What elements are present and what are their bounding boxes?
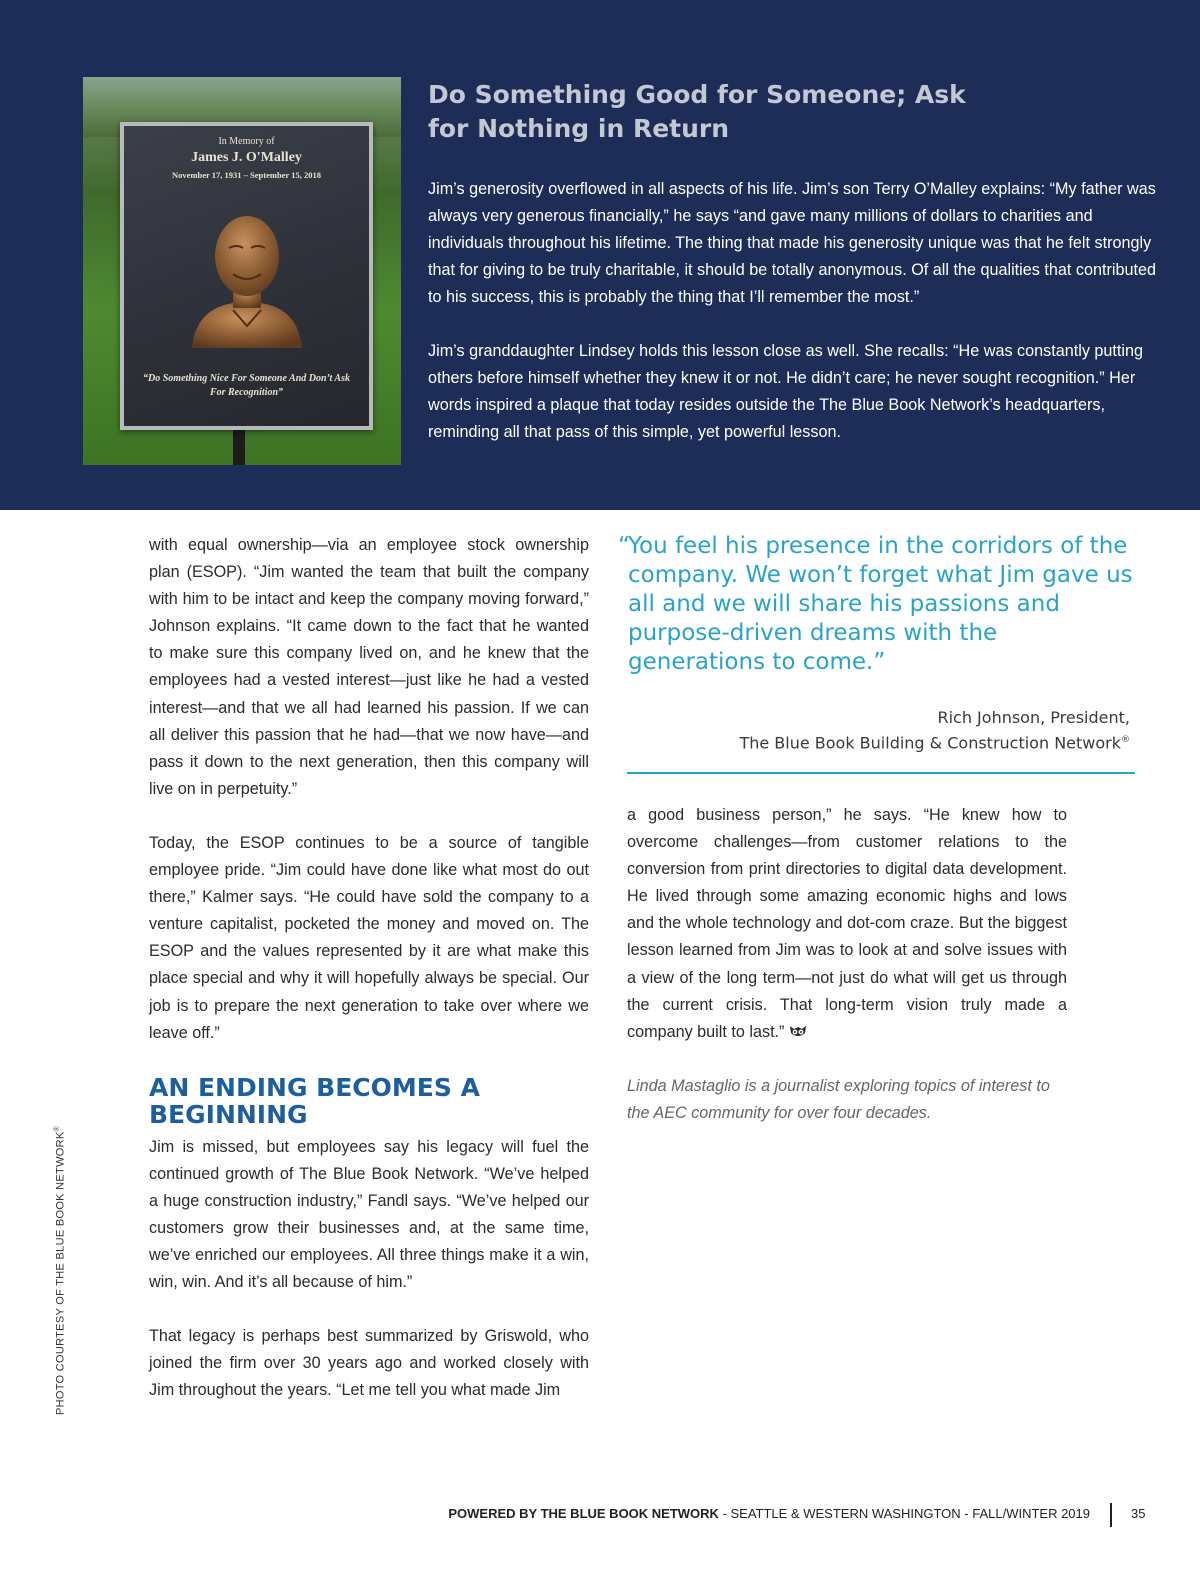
plaque-quote: “Do Something Nice For Someone And Don’t Ask For Recognition”: [143, 373, 350, 398]
sidebar-banner: [0, 0, 1200, 510]
plaque-dates: November 17, 1931 – September 15, 2018: [172, 170, 321, 180]
attribution-org: [620, 729, 1130, 754]
attribution-org-name: The Blue Book Building & Construction Network: [739, 733, 1121, 753]
body-paragraph: Jim is missed, but employees say his legacy will fuel the continued growth of The Blue Book Network. “We’ve helped a huge construction industry,” Fandl says. “We’ve helped our customers grow their businesses and, at the same time, we’ve enriched our employees. All three things make it a win, win, win. And it’s all because of him.”: [149, 1137, 589, 1292]
body-paragraph: with equal ownership—via an employee stock ownership plan (ESOP). “Jim wanted the team that built the company with him to be intact and keep the company moving forward,” Johnson explains. “It came down to the fact that he wanted to make sure this company lived on, and he knew that the employees had a vested interest—just like he had a vested interest—and that we all had learned his passion. If we can all deliver this passion that he had—that we now have—and pass it down to the next generation, then this company will live on in perpetuity.”: [149, 536, 589, 798]
photo-credit-text: PHOTO COURTESY OF THE BLUE BOOK NETWORK: [54, 1131, 67, 1415]
sidebar-paragraph: Jim’s generosity overflowed in all aspects of his life. Jim’s son Terry O’Malley explains: “My father was always very generous financially,” he says “and gave many millions of dollars to charities and individuals throughout his lifetime. The thing that made his generosity unique was that he felt strongly that for giving to be truly charitable, it should be totally anonymous. Of all the qualities that contributed to his success, this is probably the thing that I’ll remember the most.”: [428, 180, 1156, 306]
body-paragraph: Today, the ESOP continues to be a source of tangible employee pride. “Jim could have done like what most do out there,” Kalmer says. “He could have sold the company to a venture capitalist, pocketed the money and moved on. The ESOP and the values represented by it are what make this place special and why it will hopefully always be special. Our job is to prepare the next generation to take over where we leave off.”: [149, 833, 589, 1042]
plaque-heading: In Memory of: [218, 136, 275, 147]
footer-edition: - SEATTLE & WESTERN WASHINGTON - FALL/WINTER 2019: [718, 1506, 1090, 1521]
quote-divider: [627, 772, 1135, 774]
footer-publication: POWERED BY THE BLUE BOOK NETWORK: [448, 1506, 719, 1521]
sidebar-paragraph: Jim’s granddaughter Lindsey holds this lesson close as well. She recalls: “He was constantly putting others before himself whether they knew it or not. He didn’t care; he never sought recognition.” Her words inspired a plaque that today resides outside the The Blue Book Network’s headquarters, reminding all that pass of this simple, yet powerful lesson.: [428, 342, 1144, 441]
right-column: [627, 802, 1067, 1154]
bronze-bust-relief: [187, 198, 307, 348]
open-quote-mark: “: [618, 533, 630, 559]
body-paragraph: That legacy is perhaps best summarized by Griswold, who joined the firm over 30 years ago and worked closely with Jim throughout the years. “Let me tell you what made Jim: [149, 1327, 589, 1400]
plaque-name: James J. O'Malley: [191, 150, 302, 165]
pull-quote-text: You feel his presence in the corridors of the company. We won’t forget what Jim gave us all and we will share his passions and purpose-driven dreams with the generations to come.”: [628, 533, 1133, 675]
body-text: a good business person,” he says. “He knew how to overcome challenges—from customer relations to the conversion from print directories to digital data development. He lived through some amazing economic highs and lows and the whole technology and dot-com craze. But the biggest lesson learned from Jim was to look at and solve issues with a view of the long term—not just do what will get us through the current crisis. That long-term vision truly made a company built to last.”: [627, 806, 1067, 1041]
page-number: 35: [1131, 1506, 1146, 1521]
body-paragraph: [627, 802, 1067, 1046]
footer-divider: [1110, 1503, 1112, 1527]
author-bio: Linda Mastaglio is a journalist exploring topics of interest to the AEC community for over four decades.: [627, 1076, 1050, 1122]
registered-mark: ®: [54, 1126, 61, 1132]
plaque-photo: [83, 77, 401, 465]
quote-attribution: [620, 706, 1130, 754]
registered-mark: ®: [1121, 735, 1130, 745]
section-heading: AN ENDING BECOMES A BEGINNING: [149, 1072, 480, 1129]
sidebar-body: [428, 176, 1156, 473]
sidebar-title: Do Something Good for Someone; Ask for Nothing in Return: [428, 80, 966, 143]
photo-credit: [54, 1105, 67, 1415]
memorial-plaque: [120, 122, 373, 430]
page-footer: [300, 1506, 1090, 1521]
owl-icon: [789, 1024, 807, 1038]
attribution-name: Rich Johnson, President,: [937, 708, 1130, 727]
left-column: [149, 532, 589, 1405]
